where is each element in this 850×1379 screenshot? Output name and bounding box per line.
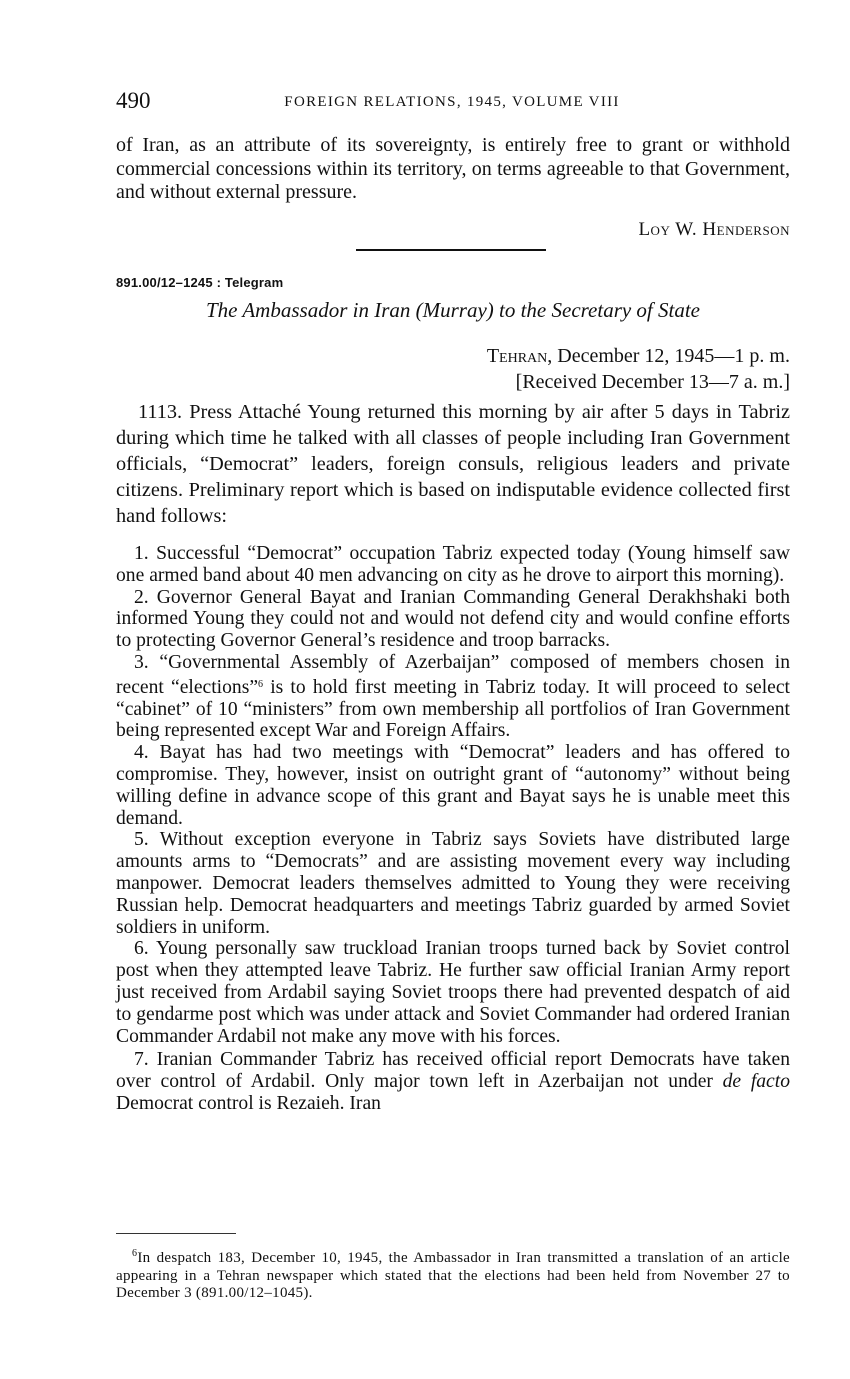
dateline xyxy=(487,343,790,395)
report-item: 5. Without exception everyone in Tabriz says Soviets have distributed large amounts arms to “Democrats” and are assisting movement every way including manpower. Democrat leaders themselves admitted to Young they were receiving Russian help. Democrat headquarters and meetings Tabriz guarded by armed Soviet soldiers in uniform. xyxy=(116,829,790,938)
report-item xyxy=(116,1049,790,1114)
page-header xyxy=(116,88,788,118)
report-items xyxy=(116,543,790,1115)
document-file-number: 891.00/12–1245 : Telegram xyxy=(116,275,284,290)
report-item: 6. Young personally saw truckload Iranian troops turned back by Soviet control post when they attempted leave Tabriz. He further saw official Iranian Army report just received from Ardabil saying Soviet troops there had prevented despatch of aid to gendarme post which was under attack and Soviet Commander had ordered Iranian Commander Ardabil not make any move with his forces. xyxy=(116,938,790,1047)
item7-text-end: Democrat control is Rezaieh. Iran xyxy=(116,1092,381,1114)
running-title: FOREIGN RELATIONS, 1945, VOLUME VIII xyxy=(284,94,620,110)
sent-line xyxy=(487,343,790,369)
item3-text-start: 3. “Governmental Assembly of Azerbaijan” composed of members chosen in recent “elections” xyxy=(116,651,790,698)
item7-text-start: 7. Iranian Commander Tabriz has received official report Democrats have taken over control of Ardabil. Only major town left in Azerbaijan not under xyxy=(116,1049,790,1093)
dateline-date: , December 12, 1945—1 p. m. xyxy=(547,345,790,367)
item3-text-end: is to hold first meeting in Tabriz today. It will proceed to select “cabinet” of 10 “ministers” from own membership all portfolios of Iran Government being represented except War and Foreign Affairs. xyxy=(116,676,790,742)
footnote-reference: 6 xyxy=(258,678,264,690)
report-item: 2. Governor General Bayat and Iranian Commanding General Derakhshaki both informed Young they could not and would not defend city and would confine efforts to protecting Governor General’s residence and troop barracks. xyxy=(116,586,790,652)
report-item: 4. Bayat has had two meetings with “Democrat” leaders and has offered to compromise. They, however, insist on outright grant of “autonomy” without being willing define in advance scope of this grant and Bayat says he is unable meet this demand. xyxy=(116,742,790,829)
footnote-rule xyxy=(116,1233,236,1234)
section-divider xyxy=(356,249,546,251)
document-title: The Ambassador in Iran (Murray) to the Secretary of State xyxy=(205,298,701,322)
signature: Loy W. Henderson xyxy=(638,219,790,240)
intro-paragraph: of Iran, as an attribute of its sovereignty, is entirely free to grant or withhold commercial concessions within its territory, on terms agreeable to that Government, and without external pressure. xyxy=(116,134,790,203)
footnote xyxy=(116,1245,790,1303)
page-number: 490 xyxy=(116,88,151,113)
footnote-marker: 6 xyxy=(132,1248,138,1259)
footnote-text: In despatch 183, December 10, 1945, the Ambassador in Iran transmitted a translation of an article appearing in a Tehran newspaper which stated that the elections had been held from November 27 to December 3 (891.00/12–1045). xyxy=(116,1250,790,1301)
emphasis-text: de facto xyxy=(722,1071,790,1093)
dateline-place: Tehran xyxy=(486,345,548,367)
report-item xyxy=(116,652,790,742)
report-item: 1. Successful “Democrat” occupation Tabriz expected today (Young himself saw one armed band about 40 men advancing on city as he drove to airport this morning). xyxy=(116,543,790,586)
main-paragraph: 1113. Press Attaché Young returned this morning by air after 5 days in Tabriz during which time he talked with all classes of people including Iran Government officials, “Democrat” leaders, foreign consuls, religious leaders and private citizens. Preliminary report which is based on indisputable evidence collected first hand follows: xyxy=(116,401,790,527)
received-line: [Received December 13—7 a. m.] xyxy=(515,371,790,393)
